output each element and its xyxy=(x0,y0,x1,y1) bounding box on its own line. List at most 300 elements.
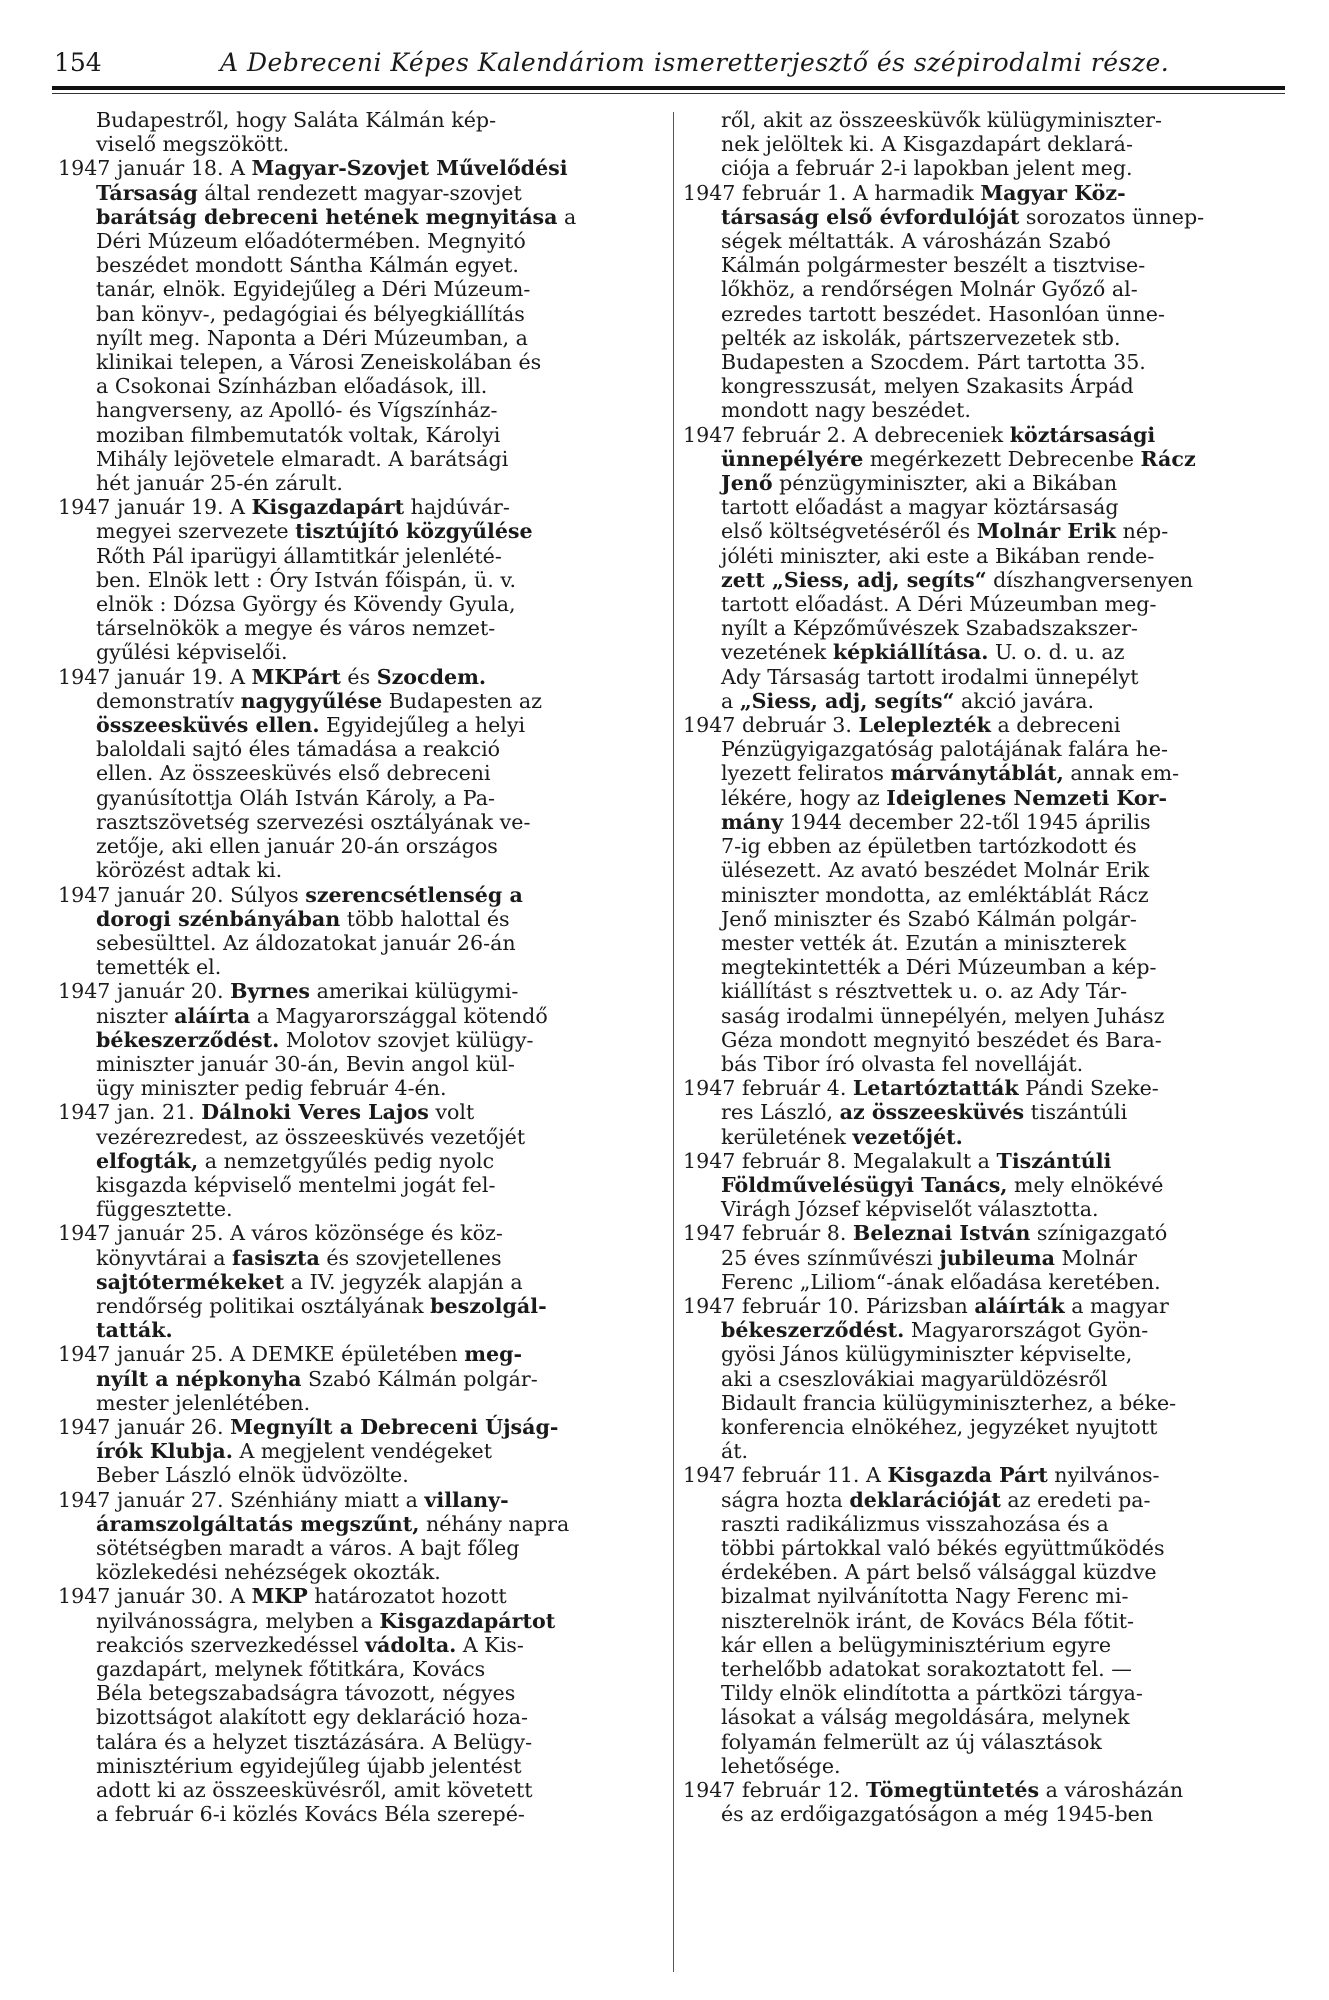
text-run: és az erdőigazgatóságon a még 1945-ben xyxy=(721,1802,1154,1827)
text-run: gazdapárt, melynek főtitkára, Kovács xyxy=(96,1657,486,1681)
entry-line xyxy=(58,616,668,640)
entry-first-line xyxy=(58,883,668,907)
entry-line xyxy=(58,1560,668,1584)
entry-line xyxy=(683,1439,1293,1463)
bold-text: írók Klubja. xyxy=(96,1439,233,1464)
text-run: rendőrség politikai osztályának xyxy=(96,1293,431,1318)
entry-line xyxy=(683,1415,1293,1439)
bold-text: békeszerződést. xyxy=(721,1318,905,1343)
entry-line xyxy=(683,1270,1293,1294)
text-run: pelték az iskolák, pártszervezetek stb. xyxy=(721,325,1121,350)
text-run: ről, akit az összeesküvők külügyminiszter- xyxy=(721,108,1162,132)
bold-text: békeszerződést. xyxy=(96,1027,280,1052)
bold-text: Dálnoki Veres Lajos xyxy=(201,1100,429,1125)
text-run: elnök : Dózsa György és Kövendy Gyula, xyxy=(96,592,516,617)
entry-line xyxy=(58,1681,668,1705)
text-run: bás Tibor író olvasta fel novelláját. xyxy=(721,1051,1084,1076)
text-run: mester jelenlétében. xyxy=(96,1390,311,1415)
entry-first-line xyxy=(58,156,668,180)
text-run: át. xyxy=(721,1439,749,1464)
text-run: társelnökök a megye és város nemzet- xyxy=(96,616,496,641)
entry-line xyxy=(683,374,1293,398)
text-run: lékére, hogy az xyxy=(721,785,887,810)
text-run: zetője, aki ellen január 20-án országos xyxy=(96,834,498,859)
text-run: 1947 január 25. A DEMKE épületében xyxy=(58,1342,465,1367)
text-run: Budapestről, hogy Saláta Kálmán kép- xyxy=(96,108,497,132)
bold-text: márványtáblát, xyxy=(890,761,1064,786)
text-run: nek jelöltek ki. A Kisgazdapárt deklará- xyxy=(721,132,1133,157)
entry-line xyxy=(58,1294,668,1318)
text-run: amerikai külügymi- xyxy=(310,979,519,1004)
text-run: Pénzügyigazgatóság palotájának falára he- xyxy=(721,737,1168,762)
text-run: lőkhöz, a rendőrségen Molnár Győző al- xyxy=(721,277,1138,302)
entry-line xyxy=(58,398,668,422)
text-run: kisgazda képviselő mentelmi jogát fel- xyxy=(96,1172,496,1197)
entry-line xyxy=(58,1246,668,1270)
text-run: 1944 december 22-től 1945 április xyxy=(783,809,1151,834)
text-run: viselő megszökött. xyxy=(96,132,290,157)
entry-line xyxy=(683,1197,1293,1221)
text-run: volt xyxy=(428,1100,475,1125)
text-run: Magyarországot Gyön- xyxy=(904,1318,1149,1343)
entry-line xyxy=(58,253,668,277)
entry-line xyxy=(58,1270,668,1294)
bold-text: vezetőjét. xyxy=(852,1124,963,1149)
entry-line xyxy=(58,592,668,616)
entry-line xyxy=(683,568,1293,592)
entry-line xyxy=(58,858,668,882)
entry-line xyxy=(58,1754,668,1778)
entry-line xyxy=(683,979,1293,1003)
entry-line xyxy=(683,1681,1293,1705)
entry-line xyxy=(683,955,1293,979)
entry-line xyxy=(683,1052,1293,1076)
bold-text: Megnyílt a Debreceni Újság- xyxy=(230,1414,559,1439)
text-run: a magyar xyxy=(1064,1293,1169,1318)
entry-line xyxy=(683,1536,1293,1560)
text-run: 1947 január 19. A xyxy=(58,664,252,689)
entry-line xyxy=(58,1052,668,1076)
entry-line xyxy=(683,1173,1293,1197)
text-run: több halottal és xyxy=(340,906,510,931)
entry-line xyxy=(58,277,668,301)
text-run: akció javára. xyxy=(954,688,1095,713)
text-run: függesztette. xyxy=(96,1197,233,1222)
text-run: tartott előadást a magyar köztársaság xyxy=(721,495,1119,520)
entry-first-line xyxy=(58,495,668,519)
entry-first-line xyxy=(58,1488,668,1512)
entry-line xyxy=(58,1512,668,1536)
entry-line xyxy=(683,398,1293,422)
text-run: Kálmán polgármester beszélt a tisztvise- xyxy=(721,253,1146,278)
text-run: minisztérium egyidejűleg újabb jelentést xyxy=(96,1753,522,1778)
entry-line xyxy=(58,810,668,834)
chronicle-entry xyxy=(58,979,668,1100)
text-run: ciója a február 2-i lapokban jelent meg. xyxy=(721,156,1133,181)
entry-line xyxy=(683,931,1293,955)
bold-text: aláírta xyxy=(174,1003,251,1028)
entry-line xyxy=(683,1246,1293,1270)
text-run: aki a cseszlovákiai magyarüldözésről xyxy=(721,1366,1108,1391)
text-run: Ady Társaság tartott irodalmi ünnepélyt xyxy=(721,664,1139,689)
bold-text: sajtótermékeket xyxy=(96,1269,285,1294)
chronicle-entry xyxy=(58,1342,668,1415)
bold-text: Szocdem. xyxy=(376,664,487,689)
text-run: első költségvetéséről és xyxy=(721,519,977,544)
bold-text: deklarációját xyxy=(849,1487,1001,1512)
entry-first-line xyxy=(683,1076,1293,1100)
text-run: ügy miniszter pedig február 4-én. xyxy=(96,1076,447,1101)
text-run: sötétségben maradt a város. A bajt főleg xyxy=(96,1535,520,1560)
bold-text: fasiszta xyxy=(232,1245,320,1270)
bold-text: társaság első évfordulóját xyxy=(721,204,1020,229)
entry-line xyxy=(58,1197,668,1221)
chronicle-entry xyxy=(683,1463,1293,1778)
text-run: pénzügyminiszter, aki a Bikában xyxy=(772,471,1118,496)
text-run: a IV. jegyzék alapján a xyxy=(284,1269,523,1294)
page-header xyxy=(50,42,1285,84)
text-run: saság irodalmi ünnepélyén, melyen Juhász xyxy=(721,1003,1165,1028)
text-run: annak em- xyxy=(1063,761,1180,786)
bold-text: szerencsétlenség a xyxy=(305,882,523,907)
entry-line xyxy=(683,253,1293,277)
text-run: Tildy elnök elindította a pártközi tárgya- xyxy=(721,1681,1143,1706)
entry-line xyxy=(683,1028,1293,1052)
text-run: tartott előadást. A Déri Múzeumban meg- xyxy=(721,592,1157,617)
chronicle-entry xyxy=(58,1584,668,1826)
text-run: folyamán felmerült az új választások xyxy=(721,1729,1102,1754)
text-run: bizalmat nyilvánította Nagy Ferenc mi- xyxy=(721,1584,1129,1609)
bold-text: elfogták, xyxy=(96,1148,199,1173)
entry-line xyxy=(683,592,1293,616)
bold-text: aláírták xyxy=(974,1293,1065,1318)
entry-first-line xyxy=(683,1221,1293,1245)
text-run: 1947 február 11. A xyxy=(683,1463,888,1488)
bold-text: Kisgazdapártot xyxy=(379,1608,556,1633)
text-run: könyvtárai a xyxy=(96,1245,233,1270)
entry-line xyxy=(58,132,668,156)
text-run: klinikai telepen, a Városi Zeneiskolában és xyxy=(96,350,542,375)
text-run: Budapesten a Szocdem. Párt tartotta 35. xyxy=(721,350,1146,375)
entry-line xyxy=(683,1488,1293,1512)
text-run: gyösi János külügyminiszter képviselte, xyxy=(721,1342,1133,1367)
bold-text: Jenő xyxy=(721,471,773,496)
text-run: 25 éves színművészi xyxy=(721,1245,940,1270)
text-run: nyilvánosságra, melyben a xyxy=(96,1608,380,1633)
bold-text: MKPárt xyxy=(251,664,341,689)
bold-text: Molnár Erik xyxy=(976,519,1117,544)
bold-text: Rácz xyxy=(1140,446,1196,471)
bold-text: képkiállítása. xyxy=(832,640,989,665)
bold-text: köztársasági xyxy=(1009,422,1156,447)
text-run: ellen. Az összeesküvés első debreceni xyxy=(96,761,491,786)
text-run: által rendezett magyar-szovjet xyxy=(197,180,522,205)
entry-line xyxy=(58,374,668,398)
bold-text: nagygyűlése xyxy=(240,688,383,713)
bold-text: beszolgál- xyxy=(430,1293,547,1318)
entry-line xyxy=(58,1463,668,1487)
text-run: kerületének xyxy=(721,1124,853,1149)
text-run: megérkezett Debrecenbe xyxy=(863,446,1141,471)
bold-text: Letartóztatták xyxy=(852,1076,1019,1101)
text-run: néhány napra xyxy=(419,1511,570,1536)
text-run: Ferenc „Liliom“-ának előadása keretében. xyxy=(721,1269,1161,1294)
header-rule-thin xyxy=(52,93,1285,94)
entry-line xyxy=(683,1367,1293,1391)
text-run: lásokat a válság megoldására, melynek xyxy=(721,1705,1130,1730)
text-run: Bidault francia külügyminiszterhez, a béke- xyxy=(721,1390,1177,1415)
text-run: kongresszusát, melyen Szakasits Árpád xyxy=(721,374,1134,399)
entry-line xyxy=(58,326,668,350)
entry-line xyxy=(683,108,1293,132)
entry-line xyxy=(683,277,1293,301)
entry-line xyxy=(683,302,1293,326)
entry-line xyxy=(58,471,668,495)
bold-text: Beleznai István xyxy=(852,1221,1031,1246)
bold-text: nyílt a népkonyha xyxy=(96,1366,302,1391)
text-run: a Magyarországgal kötendő xyxy=(250,1003,548,1028)
chronicle-entry xyxy=(58,1221,668,1342)
text-run: 7-ig ebben az épületben tartózkodott és xyxy=(721,834,1137,859)
text-run: Géza mondott megnyitó beszédet és Bara- xyxy=(721,1027,1162,1052)
text-run: az eredeti pa- xyxy=(1000,1487,1151,1512)
text-run: Budapesten az xyxy=(382,688,542,713)
entry-line xyxy=(683,326,1293,350)
entry-line xyxy=(58,423,668,447)
chronicle-entry xyxy=(58,1100,668,1221)
bold-text: összeesküvés ellen. xyxy=(96,713,320,738)
entry-first-line xyxy=(58,1100,668,1124)
text-run: niszterelnök iránt, de Kovács Béla főtit- xyxy=(721,1608,1134,1633)
text-run: res László, xyxy=(721,1100,840,1125)
text-run: Pándi Szeke- xyxy=(1018,1076,1159,1101)
text-run: mely elnökévé xyxy=(1007,1172,1164,1197)
page-number: 154 xyxy=(54,48,102,77)
bold-text: Földművelésügyi Tanács, xyxy=(721,1172,1008,1197)
entry-first-line xyxy=(683,713,1293,737)
text-run: Mihály lejövetele elmaradt. A barátsági xyxy=(96,446,509,471)
text-run: vezetének xyxy=(721,640,833,665)
entry-line xyxy=(683,519,1293,543)
entry-line xyxy=(58,229,668,253)
text-run: a városházán xyxy=(1039,1778,1184,1803)
text-run: Déri Múzeum előadótermében. Megnyitó xyxy=(96,229,526,254)
entry-line xyxy=(683,810,1293,834)
bold-text: Magyar-Szovjet Művelődési xyxy=(251,156,568,181)
entry-line xyxy=(58,1730,668,1754)
entry-line xyxy=(58,1657,668,1681)
bold-text: mány xyxy=(721,809,784,834)
chronicle-entry xyxy=(58,665,668,883)
bold-text: Kisgazda Párt xyxy=(887,1463,1048,1488)
text-run: hangverseny, az Apolló- és Vígszínház- xyxy=(96,398,498,423)
text-run: 1947 január 20. Súlyos xyxy=(58,882,306,907)
text-run: ezredes tartott beszédet. Hasonlóan ünne- xyxy=(721,301,1165,326)
chronicle-entry xyxy=(683,713,1293,1076)
entry-line xyxy=(58,1802,668,1826)
entry-line xyxy=(683,665,1293,689)
text-run: érdekében. A párt belső válsággal küzdve xyxy=(721,1560,1157,1585)
entry-line xyxy=(683,1584,1293,1608)
bold-text: Leleplezték xyxy=(858,713,991,738)
text-run: és szovjetellenes xyxy=(319,1245,502,1270)
entry-line xyxy=(58,302,668,326)
text-run: ülésezett. Az avató beszédet Molnár Erik xyxy=(721,858,1150,883)
text-run: konferencia elnökéhez, jegyzéket nyujtott xyxy=(721,1414,1158,1439)
entry-line xyxy=(58,1367,668,1391)
entry-line xyxy=(58,181,668,205)
chronicle-entry xyxy=(683,1221,1293,1294)
bold-text: „Siess, adj, segíts“ xyxy=(739,688,955,713)
entry-line xyxy=(683,495,1293,519)
entry-line xyxy=(58,1391,668,1415)
text-run: határozatot hozott xyxy=(307,1584,507,1609)
chronicle-entry xyxy=(683,108,1293,181)
entry-first-line xyxy=(683,1294,1293,1318)
entry-first-line xyxy=(683,1463,1293,1487)
text-run: a debreceni xyxy=(990,713,1121,738)
entry-line xyxy=(683,1342,1293,1366)
text-run: terhelőbb adatokat sorakoztatott fel. — xyxy=(721,1657,1132,1681)
chronicle-entry xyxy=(683,1778,1293,1826)
entry-line xyxy=(58,1149,668,1173)
entry-line xyxy=(58,955,668,979)
text-run: beszédet mondott Sántha Kálmán egyet. xyxy=(96,253,519,278)
entry-line xyxy=(58,1609,668,1633)
text-run: kiállítást s résztvettek u. o. az Ady Tár- xyxy=(721,979,1128,1004)
text-run: Beber László elnök üdvözölte. xyxy=(96,1463,409,1488)
entry-line xyxy=(683,1560,1293,1584)
text-run: 1947 február 4. xyxy=(683,1076,853,1101)
entry-line xyxy=(58,568,668,592)
entry-line xyxy=(683,1391,1293,1415)
chronicle-entry xyxy=(58,1488,668,1585)
text-run: 1947 jan. 21. xyxy=(58,1100,202,1125)
chronicle-entry xyxy=(58,156,668,495)
right-column xyxy=(683,108,1293,1826)
bold-text: áramszolgáltatás megszűnt, xyxy=(96,1511,420,1536)
chronicle-entry xyxy=(58,495,668,664)
entry-line xyxy=(683,205,1293,229)
chronicle-entry xyxy=(683,1294,1293,1463)
bold-text: Ideiglenes Nemzeti Kor- xyxy=(886,785,1167,810)
text-run: a nemzetgyűlés pedig nyolc xyxy=(198,1148,495,1173)
entry-first-line xyxy=(683,1149,1293,1173)
entry-line xyxy=(58,1439,668,1463)
entry-line xyxy=(683,447,1293,471)
entry-line xyxy=(58,1125,668,1149)
bold-text: barátság debreceni hetének megnyitása xyxy=(96,204,558,229)
text-run: 1947 február 10. Párizsban xyxy=(683,1293,975,1318)
entry-line xyxy=(683,1802,1293,1826)
bold-text: Kisgazdapárt xyxy=(251,495,405,520)
header-rule-thick xyxy=(52,86,1285,90)
entry-line xyxy=(58,1004,668,1028)
chronicle-entry xyxy=(683,423,1293,713)
text-run: a február 6-i közlés Kovács Béla szerepé- xyxy=(96,1802,525,1827)
text-run: 1947 február 2. A debreceniek xyxy=(683,422,1010,447)
text-run: Béla betegszabadságra távozott, négyes xyxy=(96,1681,516,1706)
text-run: 1947 február 8. Megalakult a xyxy=(683,1148,997,1173)
text-run: 1947 január 18. A xyxy=(58,156,252,181)
text-run: díszhangversenyen xyxy=(986,567,1194,592)
text-run: nép- xyxy=(1116,519,1169,544)
entry-line xyxy=(683,1657,1293,1681)
text-run: reakciós szervezkedéssel xyxy=(96,1632,366,1657)
text-run: lehetősége. xyxy=(721,1753,841,1778)
text-run: megtekintették a Déri Múzeumban a kép- xyxy=(721,955,1157,980)
text-run: U. o. d. u. az xyxy=(988,640,1125,665)
bold-text: villany- xyxy=(424,1487,509,1512)
entry-line xyxy=(58,931,668,955)
text-run: mester vették át. Ezután a miniszterek xyxy=(721,930,1127,955)
entry-line xyxy=(58,640,668,664)
text-run: A Kis- xyxy=(456,1632,524,1657)
text-run: 1947 január 30. A xyxy=(58,1584,252,1609)
text-run: Szabó Kálmán polgár- xyxy=(301,1366,538,1391)
bold-text: az összeesküvés xyxy=(839,1100,1025,1125)
entry-line xyxy=(683,1125,1293,1149)
text-run: A megjelent vendégeket xyxy=(232,1439,492,1464)
entry-line xyxy=(683,544,1293,568)
text-run: sorozatos ünnep- xyxy=(1019,204,1205,229)
bold-text: Tömegtüntetés xyxy=(866,1778,1040,1803)
text-run: ban könyv-, pedagógiai és bélyegkiállítás xyxy=(96,301,525,326)
text-run: nyílt a Képzőművészek Szabadszakszer- xyxy=(721,616,1138,641)
text-run: mondott nagy beszédet. xyxy=(721,398,971,423)
entry-line xyxy=(683,1730,1293,1754)
text-run: megyei szervezete xyxy=(96,519,296,544)
text-run: demonstratív xyxy=(96,688,241,713)
text-run: a Csokonai Színházban előadások, ill. xyxy=(96,374,488,399)
entry-line xyxy=(683,132,1293,156)
bold-text: Magyar Köz- xyxy=(980,180,1126,205)
running-title: A Debreceni Képes Kalendáriom ismeretterjesztő és szépirodalmi része. xyxy=(220,48,1170,77)
text-run: tiszántúli xyxy=(1024,1100,1128,1125)
text-run: és xyxy=(340,664,377,689)
text-run: miniszter január 30-án, Bevin angol kül- xyxy=(96,1051,515,1076)
chronicle-entry xyxy=(58,108,668,156)
text-run: a xyxy=(557,204,577,229)
text-run: hajdúvár- xyxy=(404,495,510,520)
text-run: rasztszövetség szervezési osztályának ve- xyxy=(96,809,531,834)
text-run: Virágh József képviselőt választotta. xyxy=(721,1197,1099,1222)
text-run: színigazgató xyxy=(1030,1221,1168,1246)
entry-line xyxy=(58,350,668,374)
text-run: nyilvános- xyxy=(1047,1463,1160,1488)
bold-text: Társaság xyxy=(96,180,198,205)
entry-line xyxy=(58,1318,668,1342)
entry-line xyxy=(58,1536,668,1560)
text-run: miniszter mondotta, az emléktáblát Rácz xyxy=(721,882,1149,907)
entry-line xyxy=(58,761,668,785)
text-run: ságra hozta xyxy=(721,1487,850,1512)
text-run: Egyidejűleg a helyi xyxy=(319,713,526,738)
entry-line xyxy=(683,1754,1293,1778)
text-run: gyűlési képviselői. xyxy=(96,640,288,665)
text-run: ségek méltatták. A városházán Szabó xyxy=(721,229,1111,254)
bold-text: MKP xyxy=(251,1584,308,1609)
text-run: bizottságot alakított egy deklaráció hoza- xyxy=(96,1705,528,1730)
chronicle-entry xyxy=(683,1149,1293,1222)
text-run: vezérezredest, az összeesküvés vezetőjét xyxy=(96,1124,526,1149)
text-run: 1947 debruár 3. xyxy=(683,713,859,738)
entry-line xyxy=(683,737,1293,761)
entry-first-line xyxy=(683,1778,1293,1802)
entry-line xyxy=(58,108,668,132)
entry-line xyxy=(58,544,668,568)
entry-line xyxy=(683,229,1293,253)
